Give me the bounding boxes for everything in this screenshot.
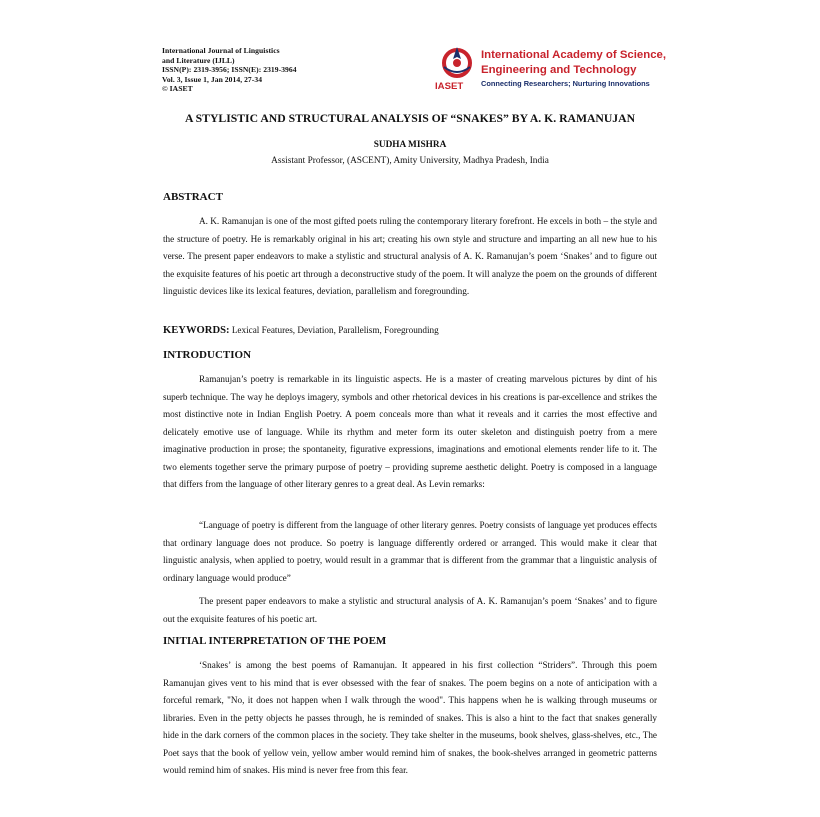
logo-title-line: Engineering and Technology [481, 64, 637, 76]
logo-title-line: International Academy of Science, [481, 49, 667, 61]
abstract-heading: ABSTRACT [163, 191, 223, 203]
interpretation-paragraph: ‘Snakes’ is among the best poems of Ramanujan. It appeared in his first collection “Striders”. Through this poem Ramanujan gives vent to his mind that is ever obsessed with the fear of snakes. The poem begins on a note of anticipation with a forceful remark, "No, it does not happen when I walk through the wood". This happens when he is walking through museums or libraries. Even in the petty objects he passes through, he is reminded of snakes. This is also a hint to the fact that snakes generally hide in the dark corners of the common places in the society. They take shelter in the museums, book shelves, glass-shelves, etc., The Poet says that the book of yellow vein, yellow amber would remind him of snakes, the book-shelves arranged in geometric patterns would remind him of snakes. His mind is never free from this fear. [163, 660, 657, 775]
interpretation-heading: INITIAL INTERPRETATION OF THE POEM [163, 635, 387, 647]
abstract-text: A. K. Ramanujan is one of the most gifted poets ruling the contemporary literary forefront. He excels in both – the style and the structure of poetry. He is remarkably original in his art; creating his own style and structure and imparting an all new hue to his verse. The present paper endeavors to make a stylistic and structural analysis of A. K. Ramanujan’s poem ‘Snakes’ and to figure out the exquisite features of his poetic art through a deconstructive study of the poem. It will analyze the poem on the grounds of different linguistic devices like its lexical features, deviation, parallelism and foregrounding. [163, 216, 657, 296]
author-affiliation: Assistant Professor, (ASCENT), Amity University, Madhya Pradesh, India [271, 156, 549, 166]
logo-tagline: Connecting Researchers; Nurturing Innovations [481, 79, 650, 88]
introduction-heading: INTRODUCTION [163, 349, 252, 361]
block-quote: “Language of poetry is different from the language of other literary genres. Poetry consists of language yet produces effects that ordinary language does not produce. So poetry is language differently ordered or arranged. This would make it clear that linguistic analysis, when applied to poetry, would result in a grammar that is different from the grammar that a linguistic analysis of ordinary language would produce” [163, 520, 657, 583]
keywords-label: KEYWORDS: [163, 325, 230, 336]
logo-title [481, 48, 666, 78]
logo-mark-label: IASET [435, 81, 464, 92]
journal-line: ISSN(P): 2319-3956; ISSN(E): 2319-3964 [162, 65, 297, 75]
introduction-paragraph-2: The present paper endeavors to make a stylistic and structural analysis of A. K. Ramanujan’s poem ‘Snakes’ and to figure out the exquisite features of his poetic art. [163, 596, 657, 624]
iaset-logo [433, 41, 667, 93]
keywords [163, 325, 439, 336]
journal-info [162, 46, 297, 94]
journal-line: International Journal of Linguistics [162, 46, 280, 55]
keywords-text: Lexical Features, Deviation, Parallelism, Foregrounding [229, 325, 439, 335]
paper-title: A STYLISTIC AND STRUCTURAL ANALYSIS OF “SNAKES” BY A. K. RAMANUJAN [184, 112, 636, 125]
journal-line: Vol. 3, Issue 1, Jan 2014, 27-34 [162, 74, 263, 84]
iaset-emblem-icon [435, 43, 479, 85]
introduction-paragraph: Ramanujan’s poetry is remarkable in its linguistic aspects. He is a master of creating marvelous pictures by dint of his superb technique. The way he deploys imagery, symbols and other rhetorical devices in his creations is par-excellence and strikes the most distinctive note in Indian English Poetry. A poem conceals more than what it reveals and it carries the most effective and delicately emotive use of language. While its rhythm and meter form its outer skeleton and distinguish poetry from a mere imaginative production in prose; the spontaneity, figurative expressions, imaginations and emotional elements render life to it. The two elements together serve the primary purpose of poetry – providing supreme aesthetic delight. Poetry is composed in a language that differs from the language of other literary genres to a great deal. As Levin remarks: [163, 374, 657, 489]
journal-line: © IASET [162, 84, 193, 94]
author-name: SUDHA MISHRA [373, 140, 447, 150]
journal-line: and Literature (IJLL) [162, 55, 235, 65]
